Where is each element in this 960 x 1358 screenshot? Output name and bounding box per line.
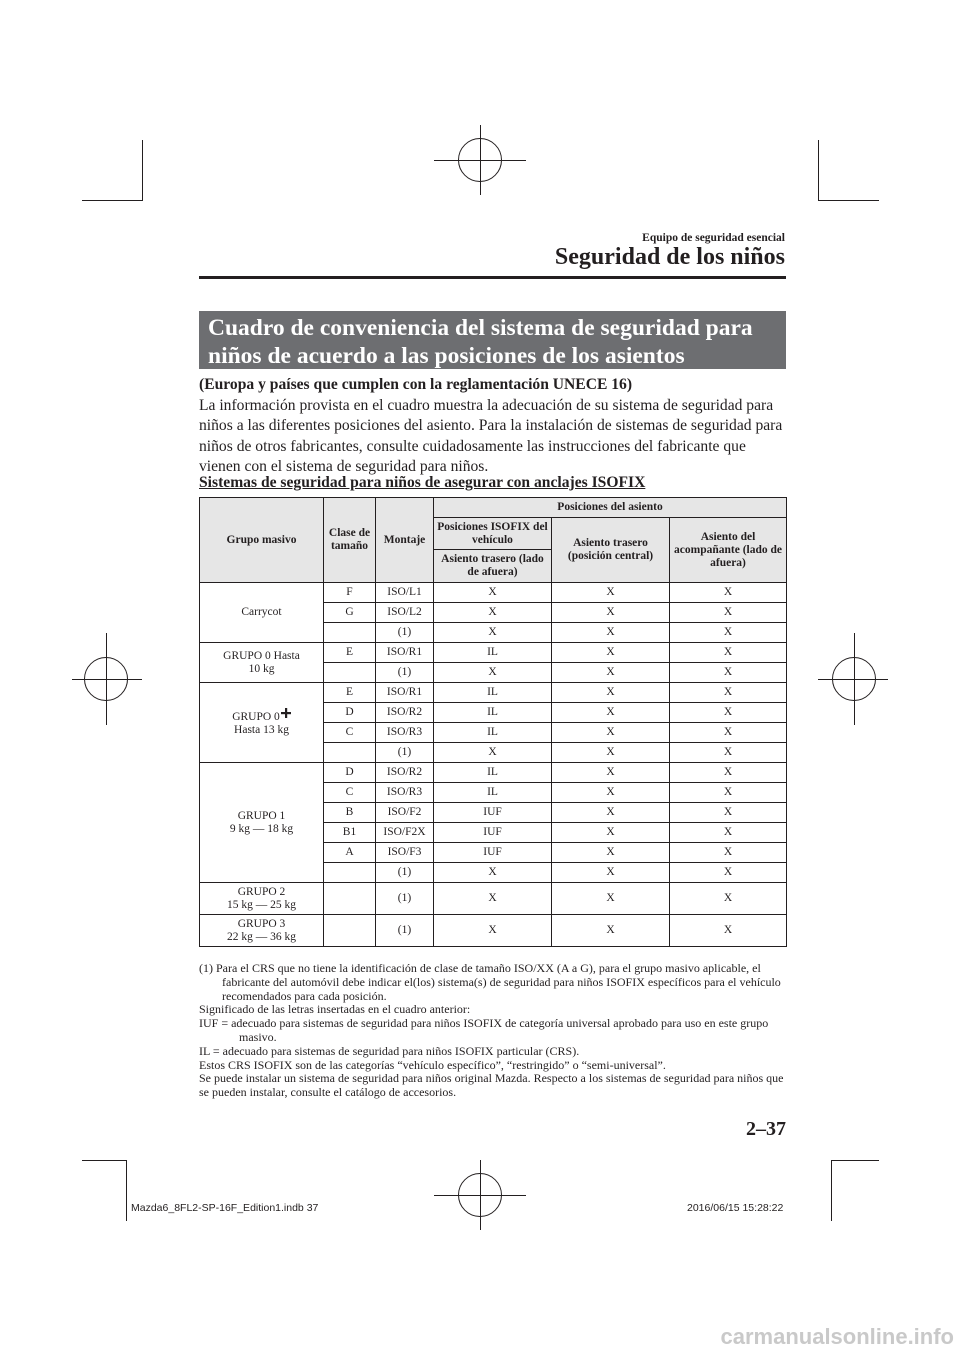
header-clase: Clase de tamaño [324, 498, 376, 583]
table-cell: X [552, 743, 670, 763]
table-cell: X [552, 763, 670, 783]
header-isofix-pos: Posiciones ISOFIX del vehículo [434, 518, 552, 550]
table-cell: X [552, 683, 670, 703]
isofix-subheading: Sistemas de seguridad para niños de asegurar con anclajes ISOFIX [199, 474, 646, 491]
table-row [200, 763, 787, 783]
table-cell: ISO/R2 [376, 703, 434, 723]
table-cell: ISO/L1 [376, 583, 434, 603]
table-cell: ISO/F3 [376, 843, 434, 863]
table-row [200, 683, 787, 703]
table-cell: ISO/F2 [376, 803, 434, 823]
group-grupo-0 [200, 643, 324, 683]
table-cell: X [434, 623, 552, 643]
table-cell: X [670, 915, 787, 947]
table-cell: X [670, 763, 787, 783]
table-cell: X [552, 803, 670, 823]
table-cell: X [670, 643, 787, 663]
table-cell: X [552, 583, 670, 603]
table-cell: E [324, 683, 376, 703]
table-cell: X [670, 623, 787, 643]
table-cell: ISO/F2X [376, 823, 434, 843]
table-cell: IL [434, 763, 552, 783]
table-cell: X [434, 883, 552, 915]
footer-timestamp: 2016/06/15 15:28:22 [687, 1202, 784, 1214]
group-grupo-3 [200, 915, 324, 947]
table-cell: X [434, 583, 552, 603]
group-label-line: 15 kg — 25 kg [227, 898, 296, 911]
table-row [200, 883, 787, 915]
title-line-1: Cuadro de conveniencia del sistema de seguridad para [208, 315, 753, 341]
table-cell: (1) [376, 883, 434, 915]
table-cell: IL [434, 783, 552, 803]
section-subtitle: Equipo de seguridad esencial [642, 232, 785, 244]
table-row [200, 915, 787, 947]
table-notes [199, 962, 791, 1100]
table-cell: C [324, 783, 376, 803]
plus-icon [281, 708, 291, 718]
region-note: (Europa y países que cumplen con la reglamentación UNECE 16) [199, 376, 633, 393]
intro-paragraph: La información provista en el cuadro muestra la adecuación de su sistema de seguridad para niños a las diferentes posiciones del asiento. Para la instalación de sistemas de seguridad para niños de otros fabricantes, consulte cuidadosamente las instrucciones del fabricante que vienen con el sistema de seguridad para niños. [199, 396, 783, 475]
table-cell [324, 915, 376, 947]
table-cell: X [670, 883, 787, 915]
table-cell: (1) [376, 663, 434, 683]
header-grupo: Grupo masivo [200, 498, 324, 583]
note-5: Estos CRS ISOFIX son de las categorías “vehículo específico”, “restringido” o “semi-universal”. [199, 1057, 666, 1072]
table-row [200, 583, 787, 603]
table-cell: X [670, 863, 787, 883]
table-cell: X [552, 643, 670, 663]
table-cell: C [324, 723, 376, 743]
section-title: Seguridad de los niños [554, 244, 785, 270]
table-cell: E [324, 643, 376, 663]
group-label-line: GRUPO 2 [237, 885, 286, 898]
group-carrycot: Carrycot [200, 583, 324, 643]
table-cell: X [434, 863, 552, 883]
group-grupo-2 [200, 883, 324, 915]
group-label-line: 9 kg — 18 kg [229, 822, 294, 835]
table-cell: IUF [434, 803, 552, 823]
table-cell [324, 863, 376, 883]
table-cell: IUF [434, 823, 552, 843]
table-cell: D [324, 703, 376, 723]
table-cell: D [324, 763, 376, 783]
table-cell: IL [434, 683, 552, 703]
group-label-line: GRUPO 1 [237, 809, 286, 822]
table-cell: X [434, 743, 552, 763]
header-acompanante: Asiento del acompañante (lado de afuera) [670, 518, 787, 583]
table-cell [324, 883, 376, 915]
group-label-line: GRUPO 0 [202, 708, 321, 724]
table-cell: X [552, 723, 670, 743]
table-cell: X [670, 663, 787, 683]
table-cell: X [670, 603, 787, 623]
table-cell: ISO/R3 [376, 723, 434, 743]
table-cell: (1) [376, 915, 434, 947]
table-cell: ISO/R1 [376, 643, 434, 663]
table-cell: X [670, 703, 787, 723]
intro-text [199, 375, 791, 478]
note-4: IL = adecuado para sistemas de seguridad para niños ISOFIX particular (CRS). [199, 1043, 580, 1058]
table-cell: X [670, 843, 787, 863]
table-cell: X [670, 823, 787, 843]
table-cell: F [324, 583, 376, 603]
table-cell: X [670, 803, 787, 823]
title-line-2: niños de acuerdo a las posiciones de los asientos [208, 343, 685, 369]
table-cell: X [434, 915, 552, 947]
table-cell: IL [434, 723, 552, 743]
table-row [200, 643, 787, 663]
header-montaje: Montaje [376, 498, 434, 583]
header-trasero-afuera: Asiento trasero (lado de afuera) [434, 550, 552, 583]
note-3: IUF = adecuado para sistemas de seguridad para niños ISOFIX de categoría universal aprobado para uso en este grupo masivo. [199, 1016, 769, 1044]
table-cell: X [552, 703, 670, 723]
table-cell: G [324, 603, 376, 623]
table-cell: X [670, 683, 787, 703]
table-cell: X [552, 783, 670, 803]
table-cell: IL [434, 643, 552, 663]
table-cell [324, 663, 376, 683]
table-cell: X [434, 603, 552, 623]
header-trasero-central: Asiento trasero (posición central) [552, 518, 670, 583]
table-cell: IL [434, 703, 552, 723]
table-cell: IUF [434, 843, 552, 863]
table-cell: X [434, 663, 552, 683]
table-cell: X [552, 823, 670, 843]
table-cell: X [552, 883, 670, 915]
table-cell [324, 743, 376, 763]
table-cell: ISO/R1 [376, 683, 434, 703]
note-6: Se puede instalar un sistema de seguridad para niños original Mazda. Respecto a los sistemas de seguridad para niños que se pueden instalar, consulte el catálogo de accesorios. [199, 1071, 784, 1100]
header-divider [199, 276, 786, 279]
table-cell: X [552, 623, 670, 643]
table-cell: B [324, 803, 376, 823]
group-label-line: GRUPO 0 Hasta [223, 649, 300, 662]
table-cell: X [670, 783, 787, 803]
table-cell: (1) [376, 743, 434, 763]
title-banner [199, 311, 786, 369]
table-cell: (1) [376, 863, 434, 883]
group-label-line: 22 kg — 36 kg [227, 930, 296, 943]
table-cell: X [552, 603, 670, 623]
table-cell: X [552, 843, 670, 863]
table-cell: X [552, 863, 670, 883]
table-cell: ISO/R2 [376, 763, 434, 783]
footer-file: Mazda6_8FL2-SP-16F_Edition1.indb 37 [131, 1202, 319, 1214]
table-cell: X [670, 583, 787, 603]
table-cell: X [552, 915, 670, 947]
page-number: 2–37 [746, 1118, 786, 1140]
table-cell: ISO/R3 [376, 783, 434, 803]
group-label-line: Hasta 13 kg [234, 724, 289, 736]
group-grupo-0-plus [200, 683, 324, 763]
group-grupo-1 [200, 763, 324, 883]
note-1: (1) Para el CRS que no tiene la identificación de clase de tamaño ISO/XX (A a G), para el grupo masivo aplicable, el fabricante del automóvil debe indicar el(los) sistema(s) de seguridad para niños ISOFIX específicos para el vehículo recomendados para cada posición. [199, 961, 781, 1003]
header-posiciones: Posiciones del asiento [434, 498, 787, 518]
table-cell: B1 [324, 823, 376, 843]
table-cell: X [552, 663, 670, 683]
table-cell: A [324, 843, 376, 863]
table-cell [324, 623, 376, 643]
note-2: Significado de las letras insertadas en el cuadro anterior: [199, 1002, 471, 1017]
table-cell: ISO/L2 [376, 603, 434, 623]
table-cell: X [670, 743, 787, 763]
isofix-table [199, 497, 787, 947]
group-label-line: GRUPO 3 [237, 917, 286, 930]
group-label-line: 10 kg [248, 662, 275, 675]
table-cell: X [670, 723, 787, 743]
table-cell: (1) [376, 623, 434, 643]
watermark: carmanualsonline.info [720, 1324, 954, 1349]
